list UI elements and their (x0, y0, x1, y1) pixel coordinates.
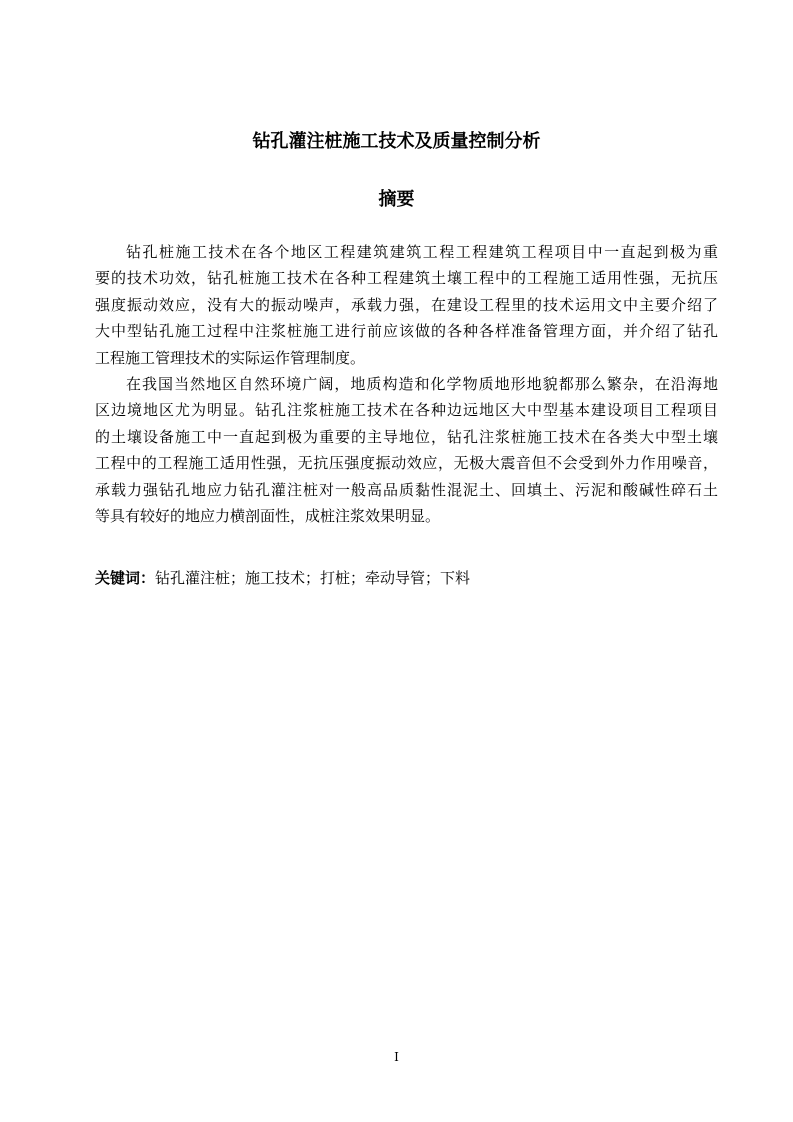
paragraph-line: 的土壤设备施工中一直起到极为重要的主导地位，钻孔注浆桩施工技术在各类大中型土壤 (95, 427, 718, 446)
abstract-heading: 摘要 (378, 189, 415, 210)
paragraph-line: 工程中的工程施工适用性强，无抗压强度振动效应，无极大震音但不会受到外力作用噪音， (95, 454, 718, 473)
paragraph-line: 承载力强钻孔地应力钻孔灌注桩对一般高品质黏性混泥土、回填土、污泥和酸碱性碎石土 (95, 480, 718, 499)
abstract-paragraph-2 (95, 371, 718, 529)
paragraph-line: 等具有较好的地应力横剖面性，成桩注浆效果明显。 (95, 506, 441, 525)
keywords-label: 关键词： (95, 569, 156, 587)
abstract-paragraph-1 (95, 239, 718, 371)
page-number: I (394, 1050, 399, 1064)
paper-title: 钻孔灌注桩施工技术及质量控制分析 (252, 131, 541, 152)
paragraph-line: 强度振动效应，没有大的振动噪声，承载力强，在建设工程里的技术运用文中主要介绍了 (95, 295, 718, 314)
keywords-value: 钻孔灌注桩；施工技术；打桩；牵动导管；下料 (155, 569, 471, 587)
keywords-line (95, 566, 718, 590)
paragraph-line: 钻孔桩施工技术在各个地区工程建筑建筑工程工程建筑工程项目中一直起到极为重 (126, 243, 718, 261)
paragraph-line: 工程施工管理技术的实际运作管理制度。 (95, 348, 366, 367)
paragraph-line: 大中型钻孔施工过程中注浆桩施工进行前应该做的各种各样准备管理方面，并介绍了钻孔 (95, 322, 718, 341)
paragraph-line: 在我国当然地区自然环境广阔，地质构造和化学物质地形地貌都那么繁杂，在沿海地 (126, 375, 718, 393)
paragraph-line: 区边境地区尤为明显。钻孔注浆桩施工技术在各种边远地区大中型基本建设项目工程项目 (95, 401, 718, 420)
paragraph-line: 要的技术功效，钻孔桩施工技术在各种工程建筑土壤工程中的工程施工适用性强，无抗压 (95, 269, 718, 288)
